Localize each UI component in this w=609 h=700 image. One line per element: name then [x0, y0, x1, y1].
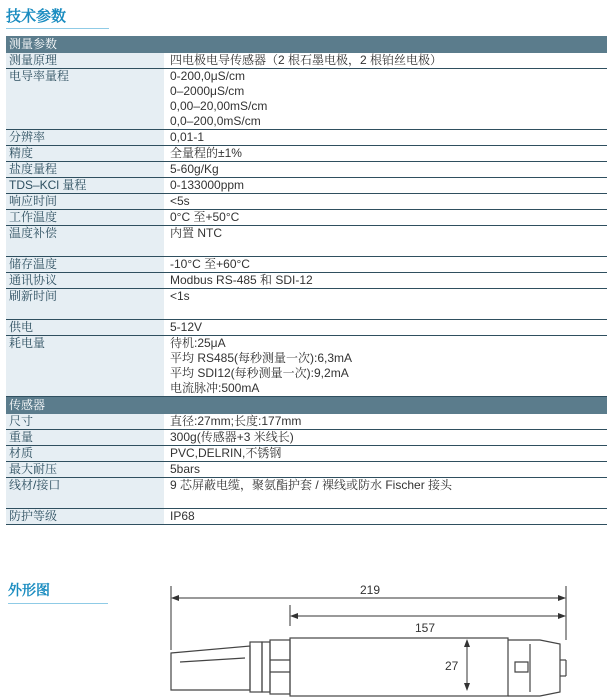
spec-label: 响应时间: [6, 194, 164, 209]
spec-value-line: 四电极电导传感器（2 根石墨电极，2 根铂丝电极）: [170, 53, 443, 67]
page-title: 技术参数: [6, 8, 67, 25]
spec-value-line: 0,01-1: [170, 130, 205, 144]
spec-label: 盐度量程: [6, 162, 164, 177]
spec-label: 刷新时间: [6, 289, 164, 319]
section-header: 测量参数: [6, 36, 607, 53]
spec-label: TDS–KCl 量程: [6, 178, 164, 193]
spec-value-line: 9 芯屏蔽电缆，聚氨酯护套 / 裸线或防水 Fischer 接头: [170, 478, 453, 492]
spec-value-line: 0°C 至+50°C: [170, 210, 240, 224]
spec-value-line: 0,0–200,0mS/cm: [170, 114, 261, 128]
spec-value-line: 0-200,0μS/cm: [170, 69, 245, 83]
spec-value-line: 全量程的±1%: [170, 146, 242, 160]
spec-value-line: 300g(传感器+3 米线长): [170, 430, 294, 444]
spec-label: 供电: [6, 320, 164, 335]
spec-label: 材质: [6, 446, 164, 461]
section-header: 传感器: [6, 397, 607, 414]
spec-value-line: <5s: [170, 194, 190, 208]
spec-label: 最大耐压: [6, 462, 164, 477]
spec-value-line: IP68: [170, 509, 195, 523]
cable-gland: [171, 646, 250, 690]
spec-label: 耗电量: [6, 336, 164, 396]
spec-label: 分辨率: [6, 130, 164, 145]
spec-value-line: 电流脉冲:500mA: [170, 381, 260, 395]
spec-label: 精度: [6, 146, 164, 161]
spec-label: 储存温度: [6, 257, 164, 272]
dim-total-label: 219: [360, 583, 381, 597]
spec-value-line: 5-12V: [170, 320, 203, 334]
sensor-tip: [508, 640, 560, 696]
dim-diameter-label: 27: [445, 659, 459, 673]
dim-body-label: 157: [415, 621, 436, 635]
spec-value-line: PVC,DELRIN,不锈钢: [170, 446, 282, 460]
spec-label: 通讯协议: [6, 273, 164, 288]
spec-label: 测量原理: [6, 53, 164, 68]
spec-value-line: -10°C 至+60°C: [170, 257, 250, 271]
spec-label: 线材/接口: [6, 478, 164, 508]
spec-value-line: Modbus RS-485 和 SDI-12: [170, 273, 313, 287]
spec-label: 重量: [6, 430, 164, 445]
spec-label: 防护等级: [6, 509, 164, 524]
sensor-outline: [171, 638, 566, 696]
spec-value-line: 平均 RS485(每秒测量一次):6,3mA: [170, 351, 353, 365]
outline-title: 外形图: [8, 582, 50, 598]
spec-value-line: 5bars: [170, 462, 201, 476]
spec-value-line: 0-133000ppm: [170, 178, 245, 192]
spec-value-line: 5-60g/Kg: [170, 162, 219, 176]
spec-label: 尺寸: [6, 414, 164, 429]
spec-value-line: 0,00–20,00mS/cm: [170, 99, 268, 113]
spec-label: 电导率量程: [6, 69, 164, 129]
spec-value-line: 内置 NTC: [170, 226, 222, 240]
spec-value-line: <1s: [170, 289, 190, 303]
spec-value-line: 平均 SDI12(每秒测量一次):9,2mA: [170, 366, 349, 380]
spec-value-line: 直径:27mm;长度:177mm: [170, 414, 302, 428]
spec-label: 工作温度: [6, 210, 164, 225]
spec-value-line: 0–2000μS/cm: [170, 84, 245, 98]
spec-value-line: 待机:25μA: [170, 336, 226, 350]
sensor-body: [290, 638, 508, 696]
spec-label: 温度补偿: [6, 226, 164, 256]
